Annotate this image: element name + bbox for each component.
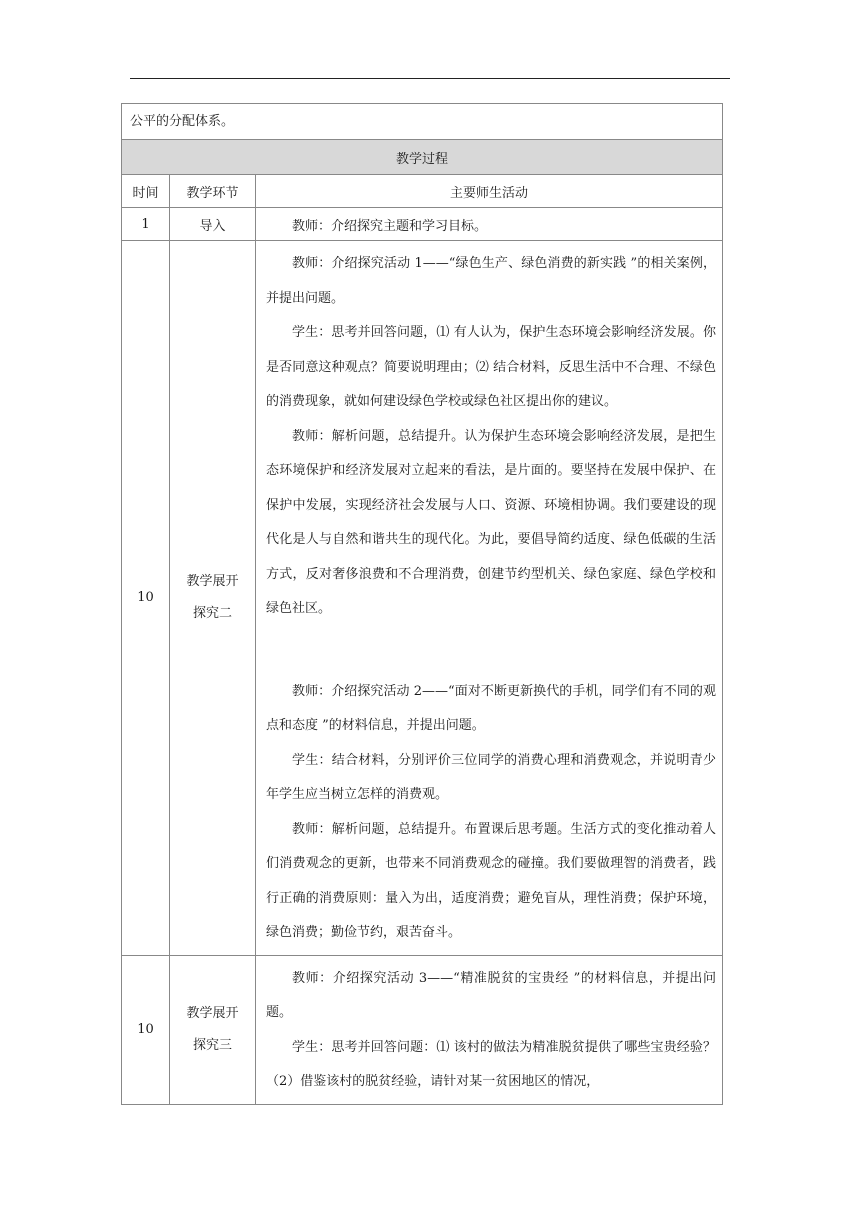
header-rule	[130, 78, 730, 79]
stage-line: 探究三	[192, 1037, 232, 1053]
activity-paragraph: 教师：解析问题，总结提升。认为保护生态环境会影响经济发展，是把生态环境保护和经济发展对立起来的看法，是片面的。要坚持在发展中保护、在保护中发展，实现经济社会发展与人口、资源、环境相协调。我们要建设的现代化是人与自然和谐共生的现代化。为此，要倡导简约适度、绿色低碳的生活方式，反对奢侈浪费和不合理消费，创建节约型机关、绿色家庭、绿色学校和绿色社区。	[266, 428, 716, 616]
activity-paragraph: 教师：介绍探究活动 3——“精准脱贫的宝贵经 ”的材料信息，并提出问题。	[266, 970, 716, 1020]
row-time: 10	[122, 241, 170, 956]
paragraph-gap	[266, 627, 716, 675]
header-activity: 主要师生活动	[256, 175, 723, 208]
activity-paragraph: 教师：解析问题，总结提升。布置课后思考题。生活方式的变化推动着人们消费观念的更新，也带来不同消费观念的碰撞。我们要做理智的消费者，践行正确的消费原则：量入为出，适度消费；避免盲从，理性消费；保护环境，绿色消费；勤俭节约，艰苦奋斗。	[266, 821, 716, 940]
stage-line: 探究二	[192, 605, 232, 621]
activity-paragraph: 学生：思考并回答问题：⑴ 该村的做法为精准脱贫提供了哪些宝贵经验？（2）借鉴该村的脱贫经验，请针对某一贫困地区的情况，	[266, 1039, 716, 1089]
stage-line: 教学展开	[186, 1005, 239, 1021]
row-stage	[170, 955, 256, 1104]
lesson-process-table	[121, 103, 723, 1105]
table-row	[122, 955, 723, 1104]
activity-paragraph: 教师：介绍探究活动 2——“面对不断更新换代的手机，同学们有不同的观点和态度 ”的材料信息，并提出问题。	[266, 683, 716, 733]
activity-paragraph: 教师：介绍探究活动 1——“绿色生产、绿色消费的新实践 ”的相关案例，并提出问题。	[266, 256, 716, 306]
header-time: 时间	[122, 175, 170, 208]
section-row	[122, 140, 723, 175]
row-time: 10	[122, 955, 170, 1104]
continuation-row	[122, 104, 723, 140]
row-stage: 导入	[170, 208, 256, 241]
row-activity: 教师：介绍探究主题和学习目标。	[256, 208, 723, 241]
row-stage	[170, 241, 256, 956]
stage-line: 教学展开	[186, 573, 239, 589]
activity-paragraph: 学生：结合材料，分别评价三位同学的消费心理和消费观念，并说明青少年学生应当树立怎样的消费观。	[266, 752, 716, 802]
section-title: 教学过程	[122, 140, 723, 175]
continuation-text: 公平的分配体系。	[122, 104, 723, 140]
header-stage: 教学环节	[170, 175, 256, 208]
table-row	[122, 208, 723, 241]
header-row	[122, 175, 723, 208]
row-time: 1	[122, 208, 170, 241]
row-activity	[256, 241, 723, 956]
activity-paragraph: 学生：思考并回答问题，⑴ 有人认为，保护生态环境会影响经济发展。你是否同意这种观点？简要说明理由；⑵ 结合材料，反思生活中不合理、不绿色的消费现象，就如何建设绿色学校或绿色社区提出你的建议。	[266, 325, 716, 409]
row-activity	[256, 955, 723, 1104]
table-row	[122, 241, 723, 956]
